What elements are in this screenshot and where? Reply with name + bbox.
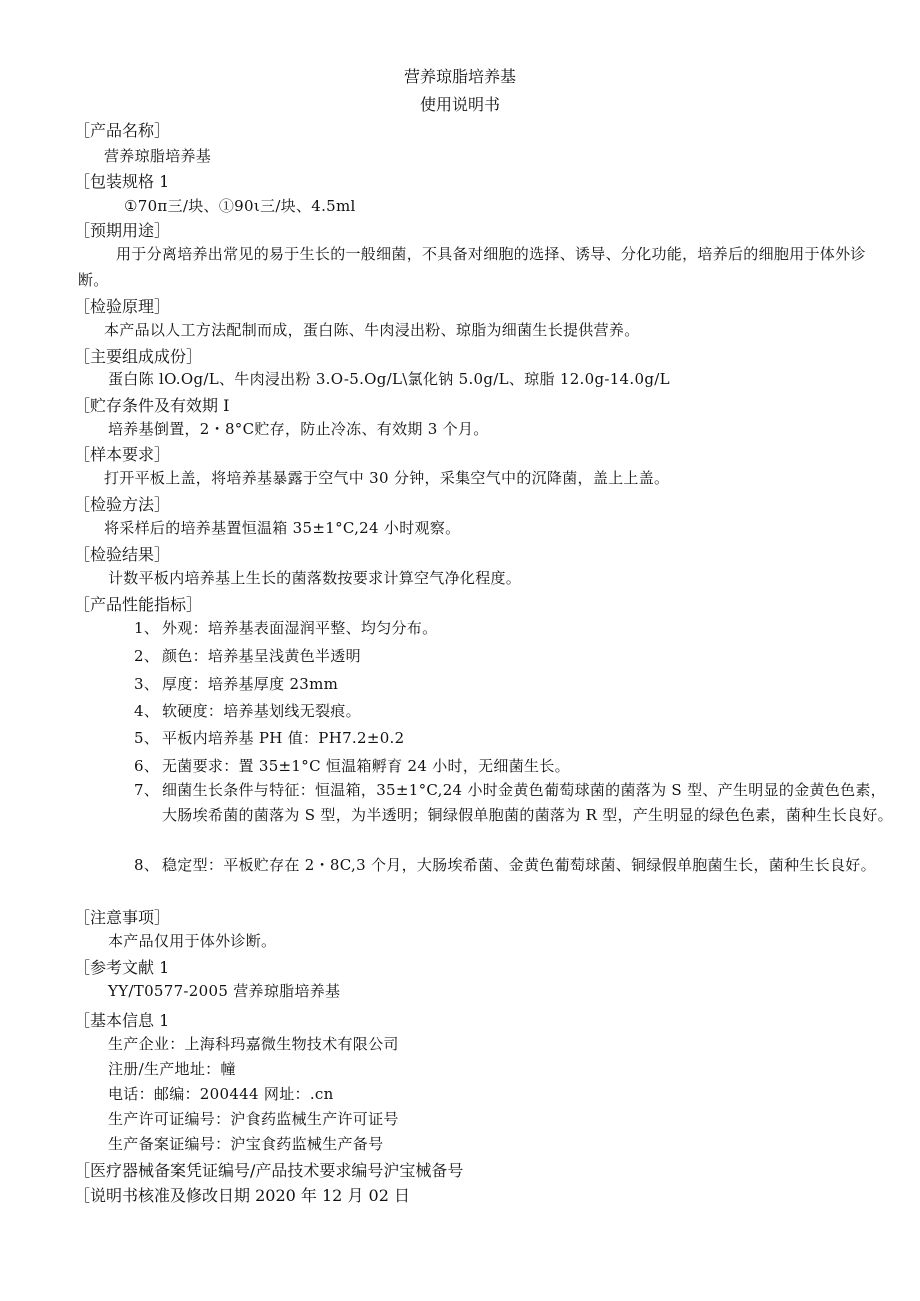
heading-basic-info xyxy=(74,1008,169,1031)
heading-registration-label: ［医疗器械备案凭证编号/产品技术要求编号 xyxy=(74,1161,384,1180)
heading-method: ［检验方法］ xyxy=(74,495,171,514)
references-content: YY/T0577-2005 营养琼脂培养基 xyxy=(108,982,341,1000)
heading-precautions: ［注意事项］ xyxy=(74,908,171,927)
item-text: 软硬度：培养基划线无裂痕。 xyxy=(162,702,361,720)
performance-item xyxy=(134,853,894,878)
performance-item xyxy=(134,699,894,724)
manufacturer-line: 生产企业：上海科玛嘉微生物技术有限公司 xyxy=(108,1035,399,1053)
item-number: 7、 xyxy=(134,781,160,799)
heading-registration xyxy=(74,1158,463,1181)
item-number: 6、 xyxy=(134,757,160,775)
item-number: 5、 xyxy=(134,729,160,747)
composition-content: 蛋白陈 lO.Og/L、牛肉浸出粉 3.O-5.Og/L\氯化钠 5.0g/L、琼脂 12.0g-14.0g/L xyxy=(108,370,670,388)
item-text: 厚度：培养基厚度 23mm xyxy=(162,675,339,693)
production-license-line: 生产许可证编号：沪食药监械生产许可证号 xyxy=(108,1110,399,1128)
heading-revision-label: ［说明书核准及修改日期 xyxy=(74,1186,251,1205)
item-number: 2、 xyxy=(134,647,160,665)
performance-item xyxy=(134,616,894,641)
product-name-content: 营养琼脂培养基 xyxy=(104,147,212,165)
heading-basic-info-label: ［基本信息 xyxy=(74,1011,155,1030)
item-text: 细菌生长条件与特征：恒温箱，35±1°C,24 小时金黄色葡萄球菌的菌落为 S 型、产生明显的金黄色色素，大肠埃希菌的菌落为 S 型，为半透明；铜绿假单胞菌的菌落为 R 型，产生明显的绿色色素，菌种生长良好。 xyxy=(162,781,893,824)
document-title: 营养琼脂培养基 xyxy=(403,67,516,86)
item-number: 4、 xyxy=(134,702,160,720)
heading-packaging-label: ［包装规格 xyxy=(74,172,155,191)
heading-product-name: ［产品名称］ xyxy=(74,121,171,140)
precautions-content: 本产品仅用于体外诊断。 xyxy=(108,932,277,950)
item-number: 3、 xyxy=(134,675,160,693)
performance-item xyxy=(134,778,894,828)
item-text: 平板内培养基 PH 值：PH7.2±0.2 xyxy=(162,729,405,747)
principle-content: 本产品以人工方法配制而成，蛋白陈、牛肉浸出粉、琼脂为细菌生长提供营养。 xyxy=(104,321,640,339)
heading-references-suffix: 1 xyxy=(154,958,170,977)
heading-performance: ［产品性能指标］ xyxy=(74,595,203,614)
contact-line: 电话：邮编：200444 网址：.cn xyxy=(108,1085,334,1103)
production-record-line: 生产备案证编号：沪宝食药监械生产备号 xyxy=(108,1135,384,1153)
heading-storage-label: ［贮存条件及有效期 xyxy=(74,396,219,415)
heading-storage-suffix: I xyxy=(218,396,230,415)
item-text: 颜色：培养基呈浅黄色半透明 xyxy=(162,647,361,665)
heading-revision xyxy=(74,1183,410,1206)
packaging-content: ①70π三/块、①90ι三/块、4.5ml xyxy=(124,197,356,215)
heading-registration-suffix: 沪宝械备号 xyxy=(383,1161,464,1180)
sample-content: 打开平板上盖，将培养基暴露于空气中 30 分钟，采集空气中的沉降菌，盖上上盖。 xyxy=(104,469,670,487)
intended-use-content: 用于分离培养出常见的易于生长的一般细菌，不具备对细胞的选择、诱导、分化功能，培养后的细胞用于体外诊断。 xyxy=(78,245,866,289)
item-number: 1、 xyxy=(134,619,160,637)
document-subtitle: 使用说明书 xyxy=(419,95,500,114)
performance-item xyxy=(134,754,894,779)
heading-results: ［检验结果］ xyxy=(74,545,171,564)
address-line: 注册/生产地址：幢 xyxy=(108,1060,236,1078)
method-content: 将采样后的培养基置恒温箱 35±1°C,24 小时观察。 xyxy=(104,519,461,537)
item-text: 外观：培养基表面湿润平整、均匀分布。 xyxy=(162,619,438,637)
performance-item xyxy=(134,726,894,751)
results-content: 计数平板内培养基上生长的菌落数按要求计算空气净化程度。 xyxy=(108,569,522,587)
item-text: 稳定型：平板贮存在 2・8C,3 个月，大肠埃希菌、金黄色葡萄球菌、铜绿假单胞菌生长，菌种生长良好。 xyxy=(162,856,876,874)
heading-sample: ［样本要求］ xyxy=(74,445,171,464)
heading-composition: ［主要组成成份］ xyxy=(74,347,203,366)
heading-packaging-suffix: 1 xyxy=(154,172,170,191)
storage-content: 培养基倒置，2・8°C贮存，防止冷冻、有效期 3 个月。 xyxy=(108,420,489,438)
heading-storage xyxy=(74,393,229,416)
heading-revision-suffix: 2020 年 12 月 02 日 xyxy=(250,1186,410,1205)
heading-basic-info-suffix: 1 xyxy=(154,1011,170,1030)
heading-principle: ［检验原理］ xyxy=(74,297,171,316)
item-number: 8、 xyxy=(134,856,160,874)
heading-packaging xyxy=(74,169,169,192)
heading-intended-use: ［预期用途］ xyxy=(74,221,171,240)
heading-references xyxy=(74,955,169,978)
performance-item xyxy=(134,644,894,669)
heading-references-label: ［参考文献 xyxy=(74,958,155,977)
performance-item xyxy=(134,672,894,697)
item-text: 无菌要求：置 35±1°C 恒温箱孵育 24 小时，无细菌生长。 xyxy=(162,757,570,775)
